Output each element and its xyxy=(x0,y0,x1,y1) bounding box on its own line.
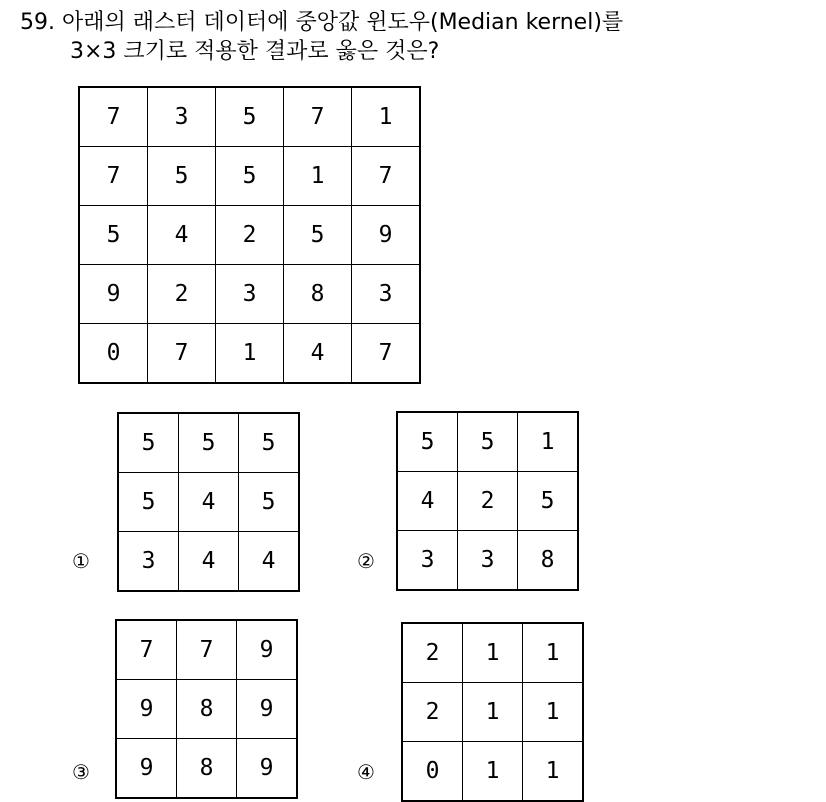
option-2-grid[interactable] xyxy=(396,411,579,591)
option-cell: 4 xyxy=(239,532,300,592)
raster-cell: 4 xyxy=(148,206,216,265)
raster-cell: 3 xyxy=(148,87,216,147)
option-cell: 5 xyxy=(118,473,179,532)
raster-cell: 7 xyxy=(352,147,421,206)
grid-row xyxy=(397,472,578,531)
option-cell: 1 xyxy=(463,683,523,742)
grid-row xyxy=(402,683,583,742)
option-cell: 3 xyxy=(458,531,518,591)
grid-row xyxy=(397,531,578,591)
option-cell: 4 xyxy=(179,532,239,592)
question-text xyxy=(20,8,623,66)
option-cell: 5 xyxy=(518,472,579,531)
option-cell: 5 xyxy=(239,473,300,532)
raster-cell: 2 xyxy=(148,265,216,324)
raster-cell: 0 xyxy=(79,324,148,384)
option-cell: 0 xyxy=(402,742,463,802)
option-cell: 5 xyxy=(118,413,179,473)
raster-cell: 2 xyxy=(216,206,284,265)
option-cell: 8 xyxy=(177,739,237,799)
grid-row xyxy=(79,206,420,265)
grid-row xyxy=(116,739,297,799)
option-cell: 5 xyxy=(458,412,518,472)
option-cell: 1 xyxy=(463,742,523,802)
option-cell: 3 xyxy=(118,532,179,592)
option-3-marker[interactable]: ③ xyxy=(72,760,90,784)
option-cell: 1 xyxy=(523,623,584,683)
option-cell: 5 xyxy=(179,413,239,473)
raster-cell: 1 xyxy=(284,147,352,206)
option-cell: 9 xyxy=(237,620,298,680)
option-cell: 2 xyxy=(402,623,463,683)
grid-row xyxy=(116,620,297,680)
option-cell: 8 xyxy=(518,531,579,591)
option-cell: 4 xyxy=(397,472,458,531)
option-cell: 8 xyxy=(177,680,237,739)
raster-cell: 7 xyxy=(79,147,148,206)
grid-row xyxy=(79,147,420,206)
grid-row xyxy=(118,532,299,592)
option-3-grid[interactable] xyxy=(115,619,298,799)
option-cell: 4 xyxy=(179,473,239,532)
raster-cell: 9 xyxy=(79,265,148,324)
option-cell: 5 xyxy=(397,412,458,472)
raster-data-grid xyxy=(78,86,421,384)
raster-cell: 8 xyxy=(284,265,352,324)
option-1-grid[interactable] xyxy=(117,412,300,592)
option-1-marker[interactable]: ① xyxy=(72,549,90,573)
raster-cell: 4 xyxy=(284,324,352,384)
grid-row xyxy=(118,473,299,532)
raster-cell: 3 xyxy=(216,265,284,324)
raster-cell: 7 xyxy=(79,87,148,147)
raster-cell: 1 xyxy=(216,324,284,384)
option-cell: 5 xyxy=(239,413,300,473)
question-line-1: 59. 아래의 래스터 데이터에 중앙값 윈도우(Median kernel)를 xyxy=(20,10,624,35)
option-cell: 3 xyxy=(397,531,458,591)
question-line-2: 3×3 크기로 적용한 결과로 옳은 것은? xyxy=(70,39,440,64)
grid-row xyxy=(118,413,299,473)
option-cell: 9 xyxy=(237,680,298,739)
raster-cell: 7 xyxy=(284,87,352,147)
option-cell: 7 xyxy=(177,620,237,680)
raster-cell: 7 xyxy=(148,324,216,384)
raster-cell: 1 xyxy=(352,87,421,147)
option-cell: 9 xyxy=(116,680,177,739)
option-2-marker[interactable]: ② xyxy=(357,549,375,573)
option-cell: 1 xyxy=(523,742,584,802)
option-4-marker[interactable]: ④ xyxy=(357,760,375,784)
raster-cell: 5 xyxy=(216,147,284,206)
grid-row xyxy=(79,265,420,324)
grid-row xyxy=(402,623,583,683)
option-cell: 1 xyxy=(518,412,579,472)
option-cell: 2 xyxy=(402,683,463,742)
grid-row xyxy=(79,87,420,147)
option-cell: 1 xyxy=(463,623,523,683)
grid-row xyxy=(79,324,420,384)
option-cell: 1 xyxy=(523,683,584,742)
raster-cell: 3 xyxy=(352,265,421,324)
grid-row xyxy=(397,412,578,472)
raster-cell: 5 xyxy=(148,147,216,206)
raster-cell: 5 xyxy=(284,206,352,265)
option-cell: 9 xyxy=(116,739,177,799)
option-cell: 7 xyxy=(116,620,177,680)
option-cell: 9 xyxy=(237,739,298,799)
option-4-grid[interactable] xyxy=(401,622,584,802)
grid-row xyxy=(402,742,583,802)
raster-cell: 5 xyxy=(216,87,284,147)
option-cell: 2 xyxy=(458,472,518,531)
grid-row xyxy=(116,680,297,739)
raster-cell: 9 xyxy=(352,206,421,265)
raster-cell: 5 xyxy=(79,206,148,265)
raster-cell: 7 xyxy=(352,324,421,384)
